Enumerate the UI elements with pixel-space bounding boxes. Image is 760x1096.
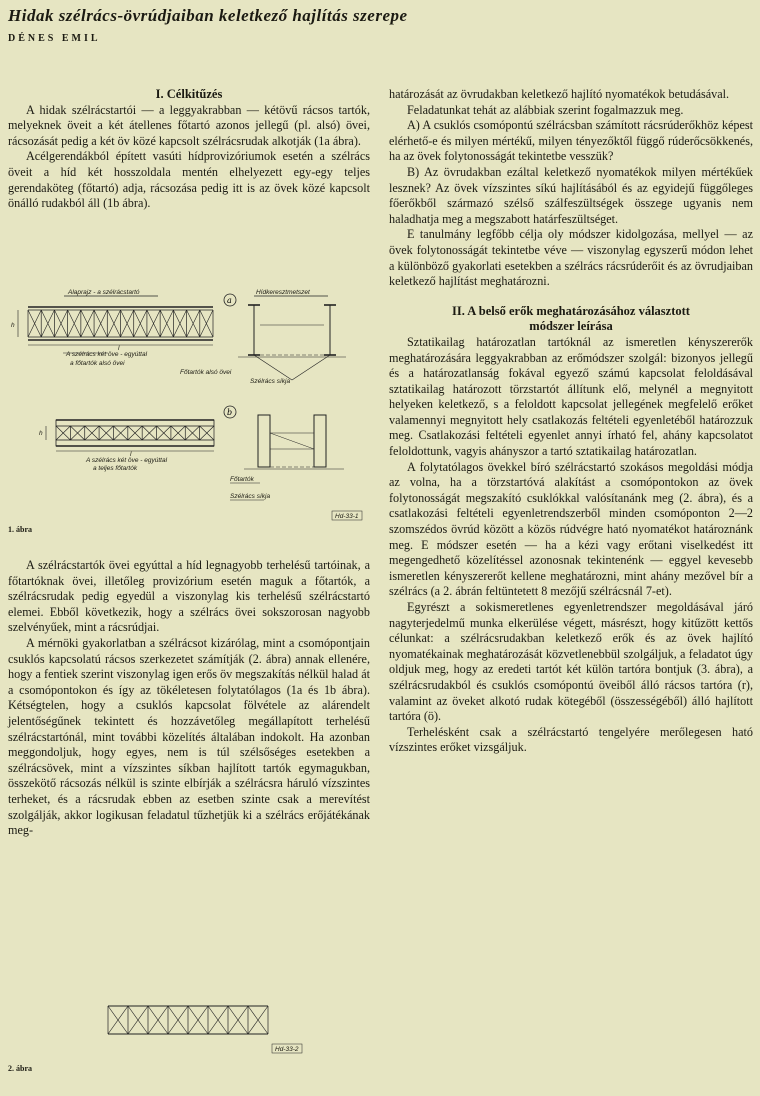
figure1-label-fotartok: Főtartók	[230, 476, 254, 483]
figure1-title-right: Hídkeresztmetszet	[256, 289, 310, 296]
figure1-label-b: b	[227, 408, 233, 417]
figure1-label-a: a	[227, 296, 232, 305]
truss-plan-b	[56, 420, 214, 446]
paragraph: Sztatikailag határozatlan tartóknál az ismeretlen kényszererők meghatározására leggyakrabban az erőmódszer szolgál: bizonyos jellegű és a határozatlanság fokával egyező számú kapcsolat feloldásával sztatikailag határozott törzstartót állítunk elő, melynél a megnyitott helyeken keletkező, s a feloldott kapcsolat jellegének megfelelő erőket valamennyi megnyitott hely csatlakozás feltételi egyenletéből határozzuk meg. Csatlakozási feltételi egyenlet annyi írható fel, ahány kapcsolatot feloldottunk, vagyis ahányszor a tartó sztatikailag határozatlan.	[389, 334, 753, 459]
figure2-caption: 2. ábra	[8, 1064, 32, 1073]
left-column-bottom	[8, 558, 370, 839]
cross-section-b	[244, 415, 344, 469]
figure1-note-b2: a teljes főtartók	[93, 465, 138, 472]
truss-plan-a	[28, 307, 213, 340]
right-column	[389, 87, 753, 756]
paragraph: A) A csuklós csomópontú szélrácsban számított rácsrúderőkhöz képest elérhető-e és milyen mértékű, milyen tényezőktől függő rúderőcsökkenés, ha az övek folytonosságát tekintetbe vesszük?	[389, 118, 753, 164]
figure-1	[8, 285, 373, 535]
paragraph: B) Az övrudakban ezáltal keletkező nyomatékok milyen mértékűek lesznek? Az övek vízszintes síkú hajlításából és az egyidejű függőleges főerőkből származó szélső szálfeszültségek összege ugyanis nem haladhatja meg a megszabott határfeszültséget.	[389, 164, 753, 226]
paragraph: A mérnöki gyakorlatban a szélrácsot kizárólag, mint a csomópontjain csuklós kapcsolatú rácsos szerkezetet számítják (2. ábra) annak ellenére, hogy a fentiek szerint viszonylag igen erős öv megszakítás nélkül halad át a csomópontokon és így az tökéletesen folytatólagos (1a és 1b ábra). Kétségtelen, hogy a csuklós kapcsolat fölvétele az alárendelt jelentőségűnek tekintett és hozzávetőleg megállapított terhelésű szélrácstartónál, mint további közelítés általában indokolt. Ha azonban meggondoljuk, hogy egyes, nem is túl szélsőséges esetekben a szélrácsövek, mint a vízszintes síkban hajlított tartók egymagukban, összekötő rácsozás nélkül is szinte elbírják a szélrácsra háruló vízszintes terheket, és a rácsrudak ebben az esetben szinte csak a merevítést szolgálják, akkor logikusan feladatul tűzhetjük ki a szélrács erőjátékának meg-	[8, 635, 370, 838]
figure1-caption: 1. ábra	[8, 525, 32, 534]
figure1-note-b1: A szélrács két öve - egyúttal	[86, 457, 168, 464]
truss-diagram-2	[108, 1006, 268, 1034]
cross-section-a	[238, 305, 346, 380]
figure1-dim-h-b: h	[39, 430, 43, 437]
figure1-label-szelracs-sikja-b: Szélrács síkja	[230, 493, 271, 500]
paragraph: A szélrácstartók övei egyúttal a híd legnagyobb terhelésű tartóinak, a főtartóknak övei, illetőleg provizórium esetén maguk a főtartók, a szélrácsrudak pedig egyedül a viszonylag kis terhelésű szélrácstartó elemei. Ebből következik, hogy a szélrács övei sokszorosan nagyobb szelvényűek, mint a rácsrúdjai.	[8, 558, 370, 635]
paragraph: Feladatunkat tehát az alábbiak szerint fogalmazzuk meg.	[407, 102, 684, 117]
paragraph: határozását az övrudakban keletkező hajlító nyomatékok betudásával.	[389, 87, 730, 101]
figure1-dim-h: h	[11, 322, 15, 329]
section-heading-2: II. A belső erők meghatározásához választott	[452, 303, 690, 318]
paragraph: Acélgerendákból épített vasúti hídprovizóriumok esetén a szélrács öveit a híd két hosszoldala mentén elhelyezett egy-egy teljes gerendaköteg (főtartó) adja, rácsozása pedig itt is az övek közé kapcsolt önálló rudakból áll (1b ábra).	[8, 149, 370, 211]
figure1-label-fotarto-also: Főtartók alsó övei	[180, 369, 232, 376]
section-heading-2-line2: módszer leírása	[529, 319, 613, 334]
figure1-dim-l: l	[118, 345, 120, 352]
paragraph: E tanulmány legfőbb célja oly módszer kidolgozása, mellyel — az övek folytonosságát tekintetbe véve — viszonylag egyszerű módon lehet a különböző gyakorlati esetekben a szélrács rácsrúderőit és az övrudjaiban keletkező hajlítást meghatározni.	[389, 227, 753, 289]
figure-2	[8, 986, 373, 1058]
article-author: DÉNES EMIL	[8, 33, 101, 44]
figure1-stamp: Hd-33-1	[335, 513, 359, 520]
figure1-title-left: Alaprajz - a szélrácstartó	[68, 289, 140, 296]
figure1-note-a1: A szélrács két öve - egyúttal	[66, 351, 148, 358]
section-heading-1: I. Célkitűzés	[155, 87, 223, 101]
paragraph: Egyrészt a sokismeretlenes egyenletrendszer megoldásával járó nagyterjedelmű munka elkerülése végett, másrészt, hogy kitűzött kettős célunkat: a szélrácsrudakban keletkező erők és az övek hajlító nyomatékainak meghatározását közvetlenebbül szolgáljuk, a feladatot úgy oldjuk meg, hogy az eredeti tartót két külön tartóra bontjuk (3. ábra), a szélrácsrudakból és csuklós csomópontú öveiből álló rácsos tartóra (r), valamint az öveket alkotó rudak kötegéből (összességéből) álló hajlított tartóra (ö).	[389, 600, 753, 724]
figure1-dim-l-b: l	[130, 451, 132, 458]
paragraph: A hidak szélrácstartói — a leggyakrabban — kétövű rácsos tartók, melyeknek öveit a két átellenes főtartó azonos jellegű (pl. alsó) övei, rácsozását pedig a két öv közé kapcsolt szélrácsrudak alkotják (1a ábra).	[8, 102, 370, 148]
left-column-top	[8, 87, 370, 212]
paragraph: A folytatólagos övekkel bíró szélrácstartó szokásos megoldási módja az volna, ha a törzstartóvá alakítást a csomópontokon az övek folytonosságát megszakító csuklókkal valósítanánk meg (2. ábra), és a csatlakozási feltételi egyenletrendszerből minden csomóponton 2—2 szomszédos övrúd között a közös rúdvégre ható nyomatékot határoznánk meg. E módszer esetén — ha a kézi vagy erőtani viselkedést itt megengedhető közelítéssel azonosnak tekintenénk — eggyel kevesebb ismeretlen kényszererőt kellene meghatározni, mint ahány mezővel bír a szélrács (a 2. ábrán feltüntetett 8 mezőjű szélrácsnál 7-et).	[389, 459, 753, 599]
figure1-note-a2: a főtartók alsó övei	[70, 360, 125, 367]
article-title: Hidak szélrács-övrúdjaiban keletkező hajlítás szerepe	[8, 6, 408, 25]
figure1-label-szelracs-sikja-a: Szélrács síkja	[250, 378, 291, 385]
figure2-stamp: Hd-33-2	[275, 1046, 299, 1053]
paragraph: Terhelésként csak a szélrácstartó tengelyére merőlegesen ható vízszintes erőket vizsgáljuk.	[389, 724, 753, 755]
